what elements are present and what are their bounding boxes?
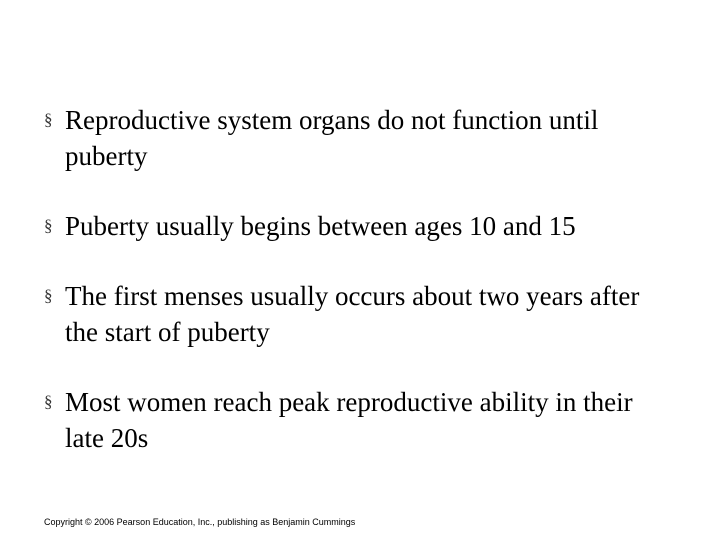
bullet-marker-icon: § — [44, 216, 53, 235]
copyright-footer: Copyright © 2006 Pearson Education, Inc., publishing as Benjamin Cummings — [44, 517, 356, 527]
bullet-list — [44, 102, 664, 490]
bullet-text: Puberty usually begins between ages 10 and 15 — [65, 211, 576, 241]
bullet-marker-icon: § — [44, 110, 53, 129]
bullet-text: Most women reach peak reproductive ability in their late 20s — [65, 387, 633, 453]
bullet-item — [44, 278, 664, 350]
bullet-item — [44, 384, 664, 456]
bullet-text: Reproductive system organs do not function until puberty — [65, 105, 599, 171]
bullet-marker-icon: § — [44, 392, 53, 411]
bullet-item — [44, 208, 664, 244]
bullet-marker-icon: § — [44, 286, 53, 305]
bullet-item — [44, 102, 664, 174]
bullet-text: The first menses usually occurs about two years after the start of puberty — [65, 281, 640, 347]
